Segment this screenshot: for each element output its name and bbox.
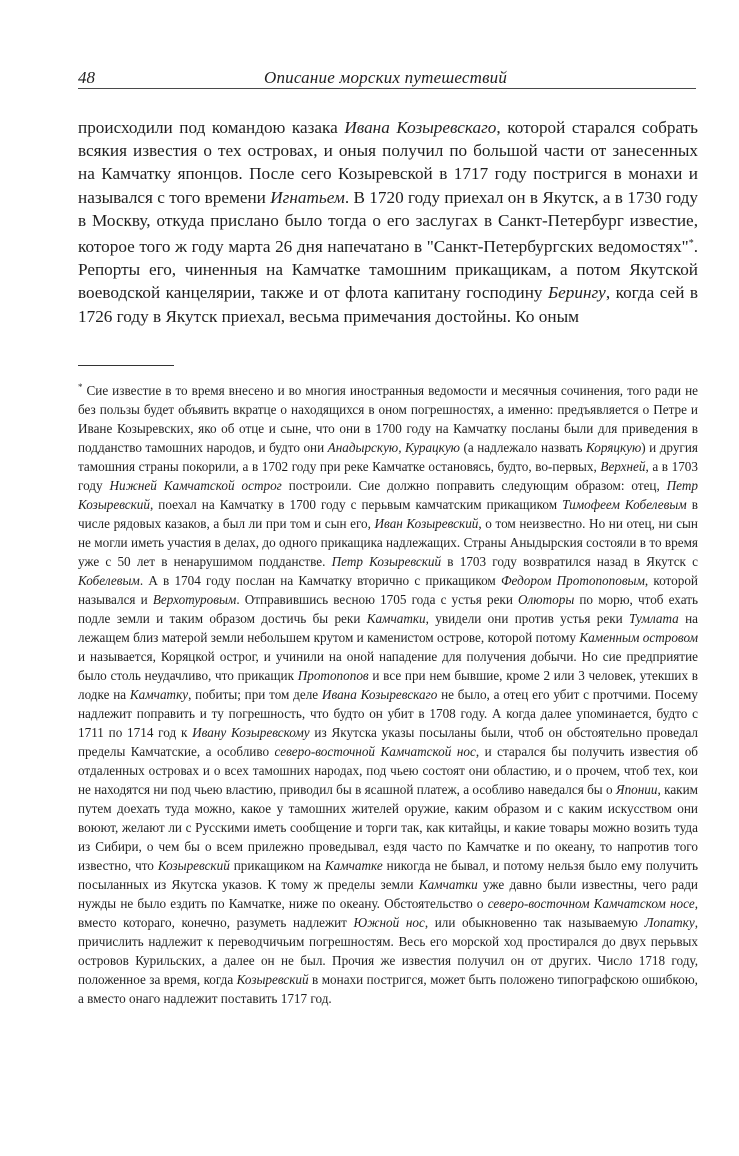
footnote-text-segment: (а надлежало назвать (459, 440, 586, 455)
footnote-italic: Коряцкую (585, 440, 642, 455)
footnote-italic: Федором Протопоповым (500, 573, 645, 588)
footnote-text-segment: , и старался бы получить известия об отдаленных островах и о всех тамошних народах, под чьею состоят они областию, и о прочем, чтоб тех, кои не находятся ни под чьею властию, приводил бы в ясашной платеж, а особливо наведался бы о (78, 744, 698, 797)
footnote-text-segment: Сие известие в то время внесено и во многия иностранныя ведомости и месячныя сочинения, того ради не без пользы будет объявить вкратце о находящихся в оном погрешностях, а именно: предъявляется о Петре и Иване Козыревских, яко об отце и сыне, что они в 1700 году на Камчатку посланы были для приведения в подданство тамошних народов, и будто они (78, 383, 698, 455)
body-text-segment: , когда сей в 1726 году в Якутск приехал, весьма примечания достойны. Ко оным (78, 283, 698, 326)
footnote (78, 378, 698, 1008)
footnote-text-segment: , побиты; при том деле (188, 687, 322, 702)
page-number: 48 (78, 68, 95, 87)
footnote-italic: северо-восточном Камчатском носе (487, 896, 695, 911)
footnote-italic: Козыревский (157, 858, 230, 873)
footnote-text-segment: никогда не бывал, и потому нельзя было ему получить посыланных из Якутска указов. К тому ж пределы земли (78, 858, 698, 892)
footnote-italic: Каменным островом (579, 630, 698, 645)
footnote-mark: * (78, 382, 83, 392)
footnote-text-segment: и называется, Коряцкой острог, и учинили на оной нападение для получения добычи. Но сие предприятие было столь неудачливо, что прикащик (78, 649, 698, 683)
footnote-text-segment: построили. Сие должно поправить следующим образом: отец, (281, 478, 667, 493)
footnote-italic: Кобелевым (78, 573, 140, 588)
italic-name: Берингу (547, 283, 606, 303)
footnote-text-segment: и все при нем бывшие, кроме 2 или 3 человек, утекших в лодке на (78, 668, 698, 702)
footnote-text-segment: . Отправившись весною 1705 года с устья реки (236, 592, 519, 607)
footnote-italic: Ивану Козыревскому (192, 725, 310, 740)
footnote-italic: Южной нос (353, 915, 425, 930)
footnote-text-segment: в монахи постригся, может быть положено типографскою ошибкою, а вместо онаго надлежит поставить 1717 год. (78, 972, 698, 1006)
footnote-italic: Петр Козыревский (331, 554, 442, 569)
footnote-text-segment: , причислить надлежит к переводчичьим погрешностям. Весь его морской ход простирался до двух перьвых островов Курильских, а далее он не был. Прочия же известия получил он от других. Число 1718 году, положенное за время, когда (78, 915, 698, 987)
footnote-italic: Верхотуровым (152, 592, 237, 607)
body-text-segment: . Репорты его, чиненныя на Камчатке тамошним прикащикам, а потом Якутской воеводской канцелярии, также и от флота капитану господину (78, 237, 698, 303)
body-text-segment: происходили под командою казака (78, 118, 345, 137)
footnote-italic: Камчатке (324, 858, 383, 873)
footnote-text-segment: в числе рядовых казаков, а был ли при том и сын его, (78, 497, 698, 531)
italic-name: Ивана Козыревскаго (344, 118, 497, 137)
footnote-italic: Тимофеем Кобелевым (562, 497, 687, 512)
footnote-italic: Японии (615, 782, 658, 797)
footnote-italic: Олюторы (518, 592, 575, 607)
footnote-text-segment: уже давно были известны, чего ради нужды не было ездить по Камчатке, ниже по океану. Обстоятельство о (78, 877, 698, 911)
footnote-italic: Нижней Камчатской острог (109, 478, 282, 493)
italic-name: Игнатьем (270, 187, 345, 207)
footnote-text-segment: . А в 1704 году послан на Камчатку вторично с прикащиком (139, 573, 501, 588)
footnote-text-segment: , которой назывался и (78, 573, 698, 607)
footnote-italic: Анадырскую, Курацкую (327, 440, 460, 455)
header-rule (78, 88, 696, 89)
body-text-segment: , которой старался собрать всякия известия о тех островах, и оныя получил по большой части от занесенных на Камчатку японцов. После сего Козыревской в 1717 году постригся в монахи и назывался с того времени (78, 118, 698, 207)
page-header (78, 62, 696, 90)
footnote-text-segment: не было, а отец его убит с протчими. Посему надлежит поправить и ту погрешность, что будто он убит в 1708 году. А когда далее упоминается, будто с 1711 по 1714 год к (78, 687, 698, 740)
footnote-italic: Камчатку (129, 687, 189, 702)
footnote-separator (78, 365, 174, 366)
footnote-text-segment: прикащиком на (229, 858, 325, 873)
footnote-text-segment: из Якутска указы посыланы были, чтоб он обстоятельно проведал пределы Камчатские, а особливо (78, 725, 699, 759)
footnote-italic: Тумлата (629, 611, 679, 626)
running-title: Описание морских путешествий (264, 68, 508, 87)
footnote-text-segment: по морю, чтоб ехать подле земли и таким образом достичь бы реки (78, 592, 699, 626)
footnote-italic: Лопатку (644, 915, 695, 930)
footnote-text-segment: , каким путем доехать туда можно, какое у тамошних жителей оружие, каким образом и с каким искусством они воюют, желают ли с Русскими иметь сообщение и торги так, как китайцы, и какие товары можно возить туда из Сибири, о чем бы о всем прилежно проведывал, ездя часто по Камчатке и по океану, то напротив того известно, что (78, 782, 698, 873)
footnote-italic: северо-восточной Камчатской нос (274, 744, 476, 759)
footnote-italic: Ивана Козыревскаго (321, 687, 438, 702)
footnote-text-segment: , увидели они против устья реки (425, 611, 630, 626)
footnote-italic: Камчатки (418, 877, 478, 892)
footnote-text-segment: ) и другия тамошния страны покорили, а в 1702 году при реке Камчатке остановясь, будто, во-первых, (78, 440, 698, 474)
footnote-text-segment: на лежащем близ матерой земли небольшем крутом и каменистом острове, которой потому (78, 611, 699, 645)
footnote-text-segment: , вместо котораго, конечно, разуметь надлежит (78, 896, 698, 930)
footnote-italic: Верхней (600, 459, 646, 474)
footnote-text-segment: , поехал на Камчатку в 1700 году с перьвым камчатским прикащиком (149, 497, 563, 512)
footnote-italic: Камчатки (366, 611, 426, 626)
footnote-text-segment: , или обыкновенно так называемую (424, 915, 645, 930)
footnote-reference: * (688, 238, 694, 250)
body-text-segment: . В 1720 году приехал он в Якутск, а в 1730 году в Москву, откуда прислано было тогда о его заслугах в Санкт-Петербург известие, которое того ж году марта 26 дня напечатано в "Санкт-Петербургских ведомостях" (78, 187, 699, 257)
footnote-text-segment: в 1703 году возвратился назад в Якутск с (441, 554, 698, 569)
footnote-italic: Петр Козыревский (78, 478, 698, 512)
footnote-text-segment: , а в 1703 году (78, 459, 698, 493)
footnote-italic: Иван Козыревский (374, 516, 479, 531)
footnote-italic: Протопопов (297, 668, 369, 683)
footnote-text-segment: , о том неизвестно. Но ни отец, ни сын не могли иметь участия в делах, до одного прикащика надлежащих. Страны Аныдырския состояли в то время уже с 50 лет в ненарушимом подданстве. (78, 516, 698, 569)
footnote-italic: Козыревский (236, 972, 309, 987)
main-paragraph (78, 116, 698, 328)
